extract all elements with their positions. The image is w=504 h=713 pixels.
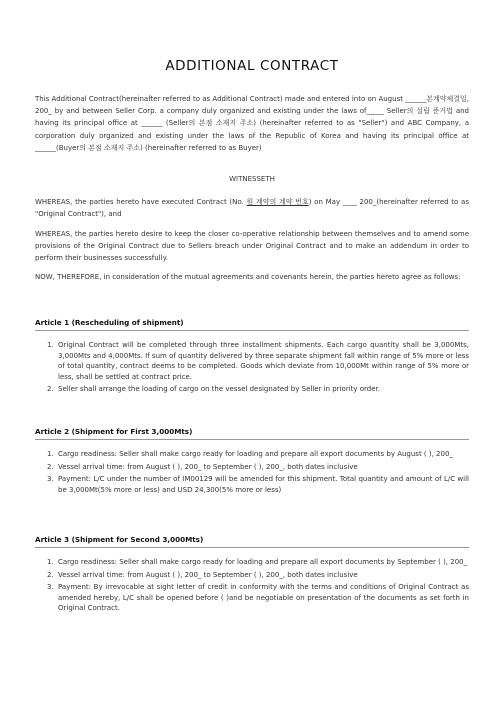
list-item: 2. Vessel arrival time: from August ( ), 200_ to September ( ), 200_, both dates inclusive bbox=[47, 462, 358, 471]
whereas-1-start: WHEREAS, the parties hereto have executed Contract (No. bbox=[35, 198, 247, 206]
article-2-divider bbox=[35, 439, 469, 440]
witnesseth-heading: WITNESSETH bbox=[229, 175, 275, 183]
article-1-heading: Article 1 (Rescheduling of shipment) bbox=[35, 318, 184, 327]
whereas-paragraph-2: WHEREAS, the parties hereto desire to keep the closer co-operative relationship between themselves and to amend some provisions of the Original Contract due to Sellers breach under Original Contract and to make an addendum in order to perform their businesses successfully. bbox=[35, 230, 469, 263]
list-item: 1. Cargo readiness: Seller shall make cargo ready for loading and prepare all export documents by September ( ), 200_ bbox=[47, 558, 468, 566]
document-title: ADDITIONAL CONTRACT bbox=[165, 58, 339, 74]
whereas-paragraph-1 bbox=[35, 196, 469, 220]
list-item: 3. Payment: L/C under the number of IM00129 will be amended for this shipment. Total quantity and amount of L/C will be 3,000Mt(5% more or less) and USD 24,300(5% more or less) bbox=[47, 475, 469, 494]
article-2-list bbox=[35, 449, 469, 495]
intro-paragraph: This Additional Contract(hereinafter referred to as Additional Contract) made and entered into on August ______본계약체결일, 200_ by and between Seller Corp. a company duly organized and existing under the laws of_____ Seller의 설립 준거법 and having its principal office at ______ (Seller의 본점 소재지 주소) (hereinafter referred to as "Seller") and ABC Company, a corporation duly organized and existing under the laws of the Republic of Korea and having its principal office at ______(Buyer의 본점 소재지 주소) (hereinafter referred to as Buyer) bbox=[35, 95, 469, 152]
original-contract-number: 원 계약의 계약 번호 bbox=[246, 198, 309, 206]
list-item: 3. Payment: By irrevocable at sight letter of credit in conformity with the terms and conditions of Original Contract as amended hereby, L/C shall be opened before ( )and be negotiable on presentation of the documents as set forth in Original Contract. bbox=[47, 583, 469, 613]
now-therefore-paragraph: NOW, THEREFORE, in consideration of the mutual agreements and covenants herein, the parties hereto agree as follows: bbox=[35, 273, 461, 281]
list-item: 1. Cargo readiness: Seller shall make cargo ready for loading and prepare all export documents by August ( ), 200_ bbox=[47, 450, 453, 458]
article-3-list bbox=[35, 557, 469, 614]
list-item: 1. Original Contract will be completed through three installment shipments. Each cargo quantity shall be 3,000Mts, 3,000Mts and 4,000Mts. If sum of quantity delivered by three separate shipment fall within range of 5% more or less of total quantity, contract deems to be completed. Goods which deviate from 10,000Mt within range of 5% more or less, shall be settled at contract price. bbox=[47, 341, 469, 381]
list-item: 2. Seller shall arrange the loading of cargo on the vessel designated by Seller in priority order. bbox=[47, 385, 381, 394]
list-item: 2. Vessel arrival time: from August ( ), 200_ to September ( ), 200_, both dates inclusive bbox=[47, 570, 358, 579]
article-2-heading: Article 2 (Shipment for First 3,000Mts) bbox=[35, 427, 193, 436]
article-3-divider bbox=[35, 547, 469, 548]
article-1-list bbox=[35, 340, 469, 395]
whereas-1-end: ) on May ____ 200_(hereinafter referred to as "Original Contract"), and bbox=[35, 198, 469, 219]
article-3-heading: Article 3 (Shipment for Second 3,000Mts) bbox=[35, 535, 204, 544]
article-1-divider bbox=[35, 330, 469, 331]
